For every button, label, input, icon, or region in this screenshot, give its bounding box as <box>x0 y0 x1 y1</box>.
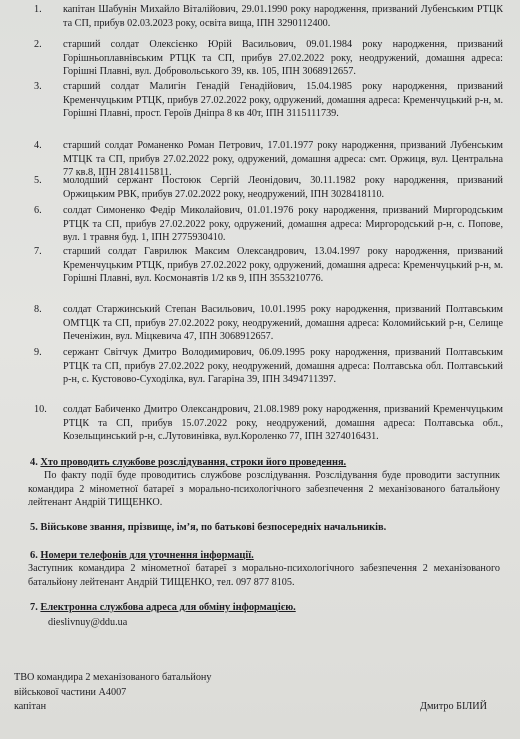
list-item-number: 7. <box>34 246 42 257</box>
list-item-number: 5. <box>34 175 42 186</box>
list-item-text: молодший сержант Постоюк Сергій Леонідович, 30.11.1982 року народження, призваний Оржицьким РВК, прибув 27.02.2022 року, неодружений, ІПН 3028418110. <box>63 175 503 200</box>
list-item-number: 9. <box>34 347 42 358</box>
list-item-text: солдат Симоненко Федір Миколайович, 01.01.1976 року народження, призваний Миргородським РТЦК та СП, прибув 27.02.2022 року, одружений, домашня адреса: Миргородський р-н, с. Попове, вул. 1 травня буд. 1, ІПН 2775930410. <box>63 205 503 244</box>
list-item-text: старший солдат Олексієнко Юрій Васильович, 09.01.1984 року народження, призваний Горішньоплавнівським РТЦК та СП, прибув 27.02.2022 року, неодружений, домашня адреса: Горішні Плавні, вул. Добровольського 39, кв. 105, ІПН 3068912657. <box>63 39 503 78</box>
list-item-number: 4. <box>34 140 42 151</box>
list-item-number: 6. <box>34 205 42 216</box>
section-6-heading <box>30 550 254 561</box>
list-item-number: 10. <box>34 404 47 415</box>
list-item-text: солдат Бабиченко Дмитро Олександрович, 21.08.1989 року народження, призваний Кременчуцьким РТЦК та СП, прибув 15.07.2022 року, неодружений, домашня адреса: Полтавська обл., Козельщинський р-н, с.Лутовинівка, вул.Короленко 77, ІПН 3274016431. <box>63 404 503 443</box>
signature-rank: капітан <box>14 701 47 712</box>
section-title: Електронна службова адреса для обміну інформацією. <box>40 602 296 613</box>
list-item-text: старший солдат Романенко Роман Петрович, 17.01.1977 року народження, призваний Лубенським МТЦК та СП, прибув 27.02.2022 року, одружений, домашня адреса: смт. Оржиця, вул. Центральна 77 кв.8, ІПН 2814115811. <box>63 140 503 179</box>
section-number: 4. <box>30 457 38 468</box>
list-item-number: 8. <box>34 304 42 315</box>
section-title: Номери телефонів для уточнення інформації. <box>40 550 254 561</box>
section-number: 6. <box>30 550 38 561</box>
section-7-heading <box>30 602 296 613</box>
section-title: Військове звання, прізвище, ім’я, по батькові безпосередніх начальників. <box>40 522 387 533</box>
email-address: dieslivnuy@ddu.ua <box>48 617 128 628</box>
list-item-number: 3. <box>34 81 42 92</box>
section-title: Хто проводить службове розслідування, строки його проведення. <box>40 457 347 468</box>
section-6-body: Заступник командира 2 мінометної батареї з морально-психологічного забезпечення 2 механізованого батальйону лейтенант Андрій ТИЩЕНКО, тел. 097 877 8105. <box>28 563 500 588</box>
list-item-number: 2. <box>34 39 42 50</box>
section-5-heading <box>30 522 386 533</box>
list-item-number: 1. <box>34 4 42 15</box>
section-number: 5. <box>30 522 38 533</box>
list-item-text: сержант Світчук Дмитро Володимирович, 06.09.1995 року народження, призваний Полтавським РТЦК та СП, прибув 27.02.2022 року, неодружений, домашня адреса: Полтавська обл. Полтавський р-н, с. Кустовово-Суходілка, вул. Гагаріна 39, ІПН 3494711397. <box>63 347 503 386</box>
list-item-text: старший солдат Гаврилюк Максим Олександрович, 13.04.1997 року народження, призваний Кременчуцьким РТЦК, прибув 27.02.2022 року, одружений, домашня адреса: Кременчуцький р-н, м. Горішні Плавні, вул. Космонавтів 1/2 кв 9, ІПН 3553210776. <box>63 246 503 285</box>
section-4-heading <box>30 457 346 468</box>
section-4-body: По факту події буде проводитись службове розслідування. Розслідування буде проводити заступник командира 2 мінометної батареї з морально-психологічного забезпечення 2 механізованого батальйону лейтенант Андрій ТИЩЕНКО. <box>28 470 500 509</box>
list-item-text: капітан Шабунін Михайло Віталійович, 29.01.1990 року народження, призваний Лубенським РТЦК та СП, прибув 02.03.2023 року, освіта вища, ІПН 3290112400. <box>63 4 503 29</box>
signature-title-line-1: ТВО командира 2 механізованого батальйону <box>14 672 212 683</box>
section-number: 7. <box>30 602 38 613</box>
list-item-text: солдат Старжинський Степан Васильович, 10.01.1995 року народження, призваний Полтавським ОМТЦК та СП, прибув 27.02.2022 року, неодружений, домашня адреса: Коломийський р-н, Селище Печеніжин, вул. Міцкевича 47, ІПН 3068912657. <box>63 304 503 343</box>
list-item-text: старший солдат Малигін Генадій Генадійович, 15.04.1985 року народження, призваний Кременчуцьким РТЦК, прибув 27.02.2022 року, одружений, домашня адреса: Кременчуцький р-н, м. Горішні Плавні, прост. Героїв Дніпра 8 кв 40т, ІПН 3115111739. <box>63 81 503 120</box>
signature-name: Дмитро БІЛИЙ <box>420 701 488 712</box>
signature-title-line-2: військової частини А4007 <box>14 687 127 698</box>
